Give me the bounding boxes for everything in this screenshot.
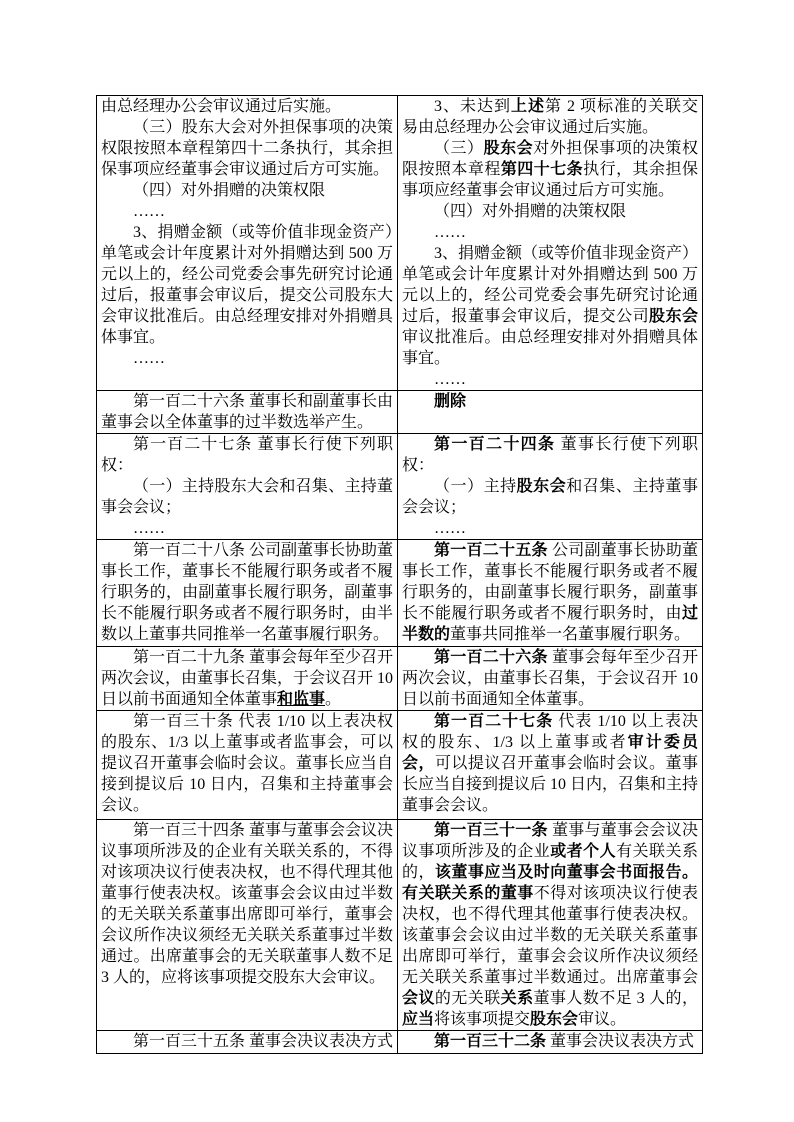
text-run: …… bbox=[133, 203, 165, 220]
comparison-row bbox=[97, 711, 703, 820]
text-run: 对外担保事项的决策权限按照本章程 bbox=[402, 140, 698, 178]
comparison-row bbox=[97, 647, 703, 711]
text-run: …… bbox=[434, 224, 466, 241]
old-text-cell bbox=[97, 391, 398, 434]
text-run: 第一百三十四条 董事与董事会会议决议事项所涉及的企业有关联关系的，不得对该项决议行使表决权，也不得代理其他董事行使表决权。该董事会会议由过半数的无关联关系董事出席即可举行，董事会会议所作决议须经无关联关系董事过半数通过。出席董事会的无关联董事人数不足 3 人的，应将该事项提交股东大会审议。 bbox=[101, 822, 394, 986]
paragraph bbox=[101, 96, 393, 117]
paragraph bbox=[402, 138, 698, 201]
paragraph bbox=[402, 391, 698, 412]
old-text-cell bbox=[97, 96, 398, 391]
text-run: 第一百二十五条 bbox=[434, 542, 548, 559]
old-text-cell bbox=[97, 647, 398, 711]
text-run: 第一百三十二条 bbox=[434, 1033, 547, 1050]
text-run: 会议 bbox=[402, 990, 435, 1007]
paragraph bbox=[101, 348, 393, 369]
text-run: 应当 bbox=[402, 1011, 435, 1028]
text-run: …… bbox=[434, 371, 466, 388]
text-run: 董事人数不足 3 人的， bbox=[533, 990, 698, 1007]
text-run: 第一百二十四条 bbox=[434, 436, 556, 453]
text-run: 董事会决议表决方式 bbox=[546, 1033, 695, 1050]
paragraph bbox=[402, 96, 698, 138]
text-run: 第一百二十八条 公司副董事长协助董事长工作，董事长不能履行职务或者不履行职务的，由副董事长履行职务，副董事长不能履行职务或者不履行职务时，由半数以上董事共同推举一名董事履行职务。 bbox=[101, 542, 394, 643]
text-run: （三）股东大会对外担保事项的决策权限按照本章程第四十二条执行，其余担保事项应经董事会审议通过后方可实施。 bbox=[101, 119, 393, 178]
paragraph bbox=[402, 476, 698, 518]
text-run: 该董事应当及时向董事会书面报告。有关联关系的董事 bbox=[402, 864, 698, 902]
comparison-row bbox=[97, 1031, 703, 1054]
comparison-row bbox=[97, 434, 703, 540]
paragraph bbox=[101, 647, 393, 710]
comparison-row bbox=[97, 391, 703, 434]
paragraph bbox=[101, 117, 393, 180]
text-run: 或者个人 bbox=[550, 843, 617, 860]
text-run: 第一百二十六条 bbox=[434, 649, 548, 666]
old-text-cell bbox=[97, 540, 398, 647]
text-run: （三） bbox=[434, 140, 484, 157]
paragraph bbox=[101, 222, 393, 348]
text-run: 董事共同推举一名董事履行职务。 bbox=[450, 626, 691, 643]
text-run: 第一百二十九条 董事会每年至少召开两次会议，由董事长召集，于会议召开 10 日以前书面通知全体董事 bbox=[101, 649, 394, 708]
text-run: 不得对该项决议行使表决权，也不得代理其他董事行使表决权。该董事会会议由过半数的无关联关系董事出席即可举行，董事会会议所作决议须经无关联关系董事过半数通过。出席董事会 bbox=[402, 885, 698, 986]
paragraph bbox=[101, 180, 393, 201]
paragraph bbox=[101, 820, 393, 988]
comparison-row bbox=[97, 96, 703, 391]
text-run: 第一百二十七条 bbox=[434, 713, 554, 730]
revised-text-cell bbox=[398, 1031, 703, 1054]
text-run: 第一百三十五条 董事会决议表决方式 bbox=[133, 1033, 394, 1050]
text-run: 上述 bbox=[511, 98, 545, 115]
text-run: 由总经理办公会审议通过后实施。 bbox=[101, 98, 342, 115]
revised-text-cell bbox=[398, 820, 703, 1031]
paragraph bbox=[402, 369, 698, 390]
revised-text-cell bbox=[398, 540, 703, 647]
comparison-row bbox=[97, 820, 703, 1031]
text-run: 3、未达到 bbox=[434, 98, 511, 115]
paragraph bbox=[402, 201, 698, 222]
text-run: 和召集、主持董事会会议； bbox=[402, 478, 698, 516]
text-run: …… bbox=[133, 520, 165, 537]
text-run: 公司副董事长协助董事长工作，董事长不能履行职务或者不履行职务的，由副董事长履行职务，副董事长不能履行职务或者不履行职务时，由 bbox=[402, 542, 698, 622]
text-run: 股东会 bbox=[530, 1011, 579, 1028]
revised-text-cell bbox=[398, 96, 703, 391]
text-run: 审议批准后。由总经理安排对外捐赠具体事宜。 bbox=[402, 329, 698, 367]
text-run: 第 2 项标准的关联交易由总经理办公会审议通过后实施。 bbox=[402, 98, 698, 136]
text-run: 审计委员会， bbox=[402, 734, 698, 772]
text-run: 董事与董事会会议决议事项所涉及的企业 bbox=[402, 822, 698, 860]
paragraph bbox=[101, 711, 393, 816]
text-run: 过半数的 bbox=[402, 605, 698, 643]
text-run: （四）对外捐赠的决策权限 bbox=[133, 182, 326, 199]
revised-text-cell bbox=[398, 391, 703, 434]
text-run: 删除 bbox=[434, 393, 467, 410]
old-text-cell bbox=[97, 1031, 398, 1054]
text-run: 关系 bbox=[500, 990, 534, 1007]
text-run: 。 bbox=[325, 691, 342, 708]
comparison-row bbox=[97, 540, 703, 647]
paragraph bbox=[402, 222, 698, 243]
paragraph bbox=[402, 243, 698, 369]
revised-text-cell bbox=[398, 647, 703, 711]
text-run: 第四十七条 bbox=[500, 161, 584, 178]
paragraph bbox=[402, 518, 698, 539]
revised-text-cell bbox=[398, 711, 703, 820]
text-run: 第一百二十七条 董事长行使下列职权： bbox=[101, 436, 393, 474]
paragraph bbox=[101, 476, 393, 518]
text-run: 的无关联 bbox=[434, 990, 501, 1007]
paragraph bbox=[101, 540, 393, 645]
text-run: 可以提议召开董事会临时会议。董事长应当自接到提议后 10 日内，召集和主持董事会会议。 bbox=[402, 755, 699, 814]
text-run: 和监事 bbox=[277, 691, 326, 708]
paragraph bbox=[402, 540, 698, 645]
text-run: 有关联关系的， bbox=[402, 843, 698, 881]
text-run: 第一百二十六条 董事长和副董事长由董事会以全体董事的过半数选举产生。 bbox=[101, 393, 394, 431]
text-run: （四）对外捐赠的决策权限 bbox=[434, 203, 627, 220]
paragraph bbox=[101, 391, 393, 433]
paragraph bbox=[402, 647, 698, 710]
text-run: 代表 1/10 以上表决权的股东、1/3 以上董事或者 bbox=[402, 713, 698, 751]
paragraph bbox=[402, 1031, 698, 1052]
paragraph bbox=[101, 201, 393, 222]
text-run: 第一百三十条 代表 1/10 以上表决权的股东、1/3 以上董事或者监事会，可以提议召开董事会临时会议。董事长应当自接到提议后 10 日内，召集和主持董事会会议。 bbox=[101, 713, 393, 814]
paragraph bbox=[101, 434, 393, 476]
old-text-cell bbox=[97, 434, 398, 540]
text-run: …… bbox=[434, 520, 466, 537]
paragraph bbox=[101, 1031, 393, 1052]
text-run: 执行，其余担保事项应经董事会审议通过后方可实施。 bbox=[402, 161, 698, 199]
text-run: 董事长行使下列职权： bbox=[402, 436, 698, 474]
text-run: 股东会 bbox=[483, 140, 534, 157]
revised-text-cell bbox=[398, 434, 703, 540]
text-run: 将该事项提交 bbox=[434, 1011, 531, 1028]
text-run: 股东会 bbox=[649, 308, 698, 325]
old-text-cell bbox=[97, 820, 398, 1031]
text-run: 审议。 bbox=[578, 1011, 627, 1028]
text-run: 股东会 bbox=[516, 478, 567, 495]
paragraph bbox=[402, 820, 698, 1030]
text-run: …… bbox=[133, 350, 165, 367]
paragraph bbox=[402, 711, 698, 816]
comparison-table-body bbox=[97, 96, 703, 1054]
text-run: 3、捐赠金额（或等价值非现金资产）单笔或会计年度累计对外捐赠达到 500 万元以上的，经公司党委会事先研究讨论通过后，报董事会审议后，提交公司股东大会审议批准后。由总经理安排对外捐赠具体事宜。 bbox=[101, 224, 393, 346]
text-run: （一）主持 bbox=[434, 478, 517, 495]
text-run: 董事会每年至少召开两次会议，由董事长召集，于会议召开 10 日以前书面通知全体董事。 bbox=[402, 649, 698, 708]
text-run: （一）主持股东大会和召集、主持董事会会议； bbox=[101, 478, 393, 516]
paragraph bbox=[101, 518, 393, 539]
old-text-cell bbox=[97, 711, 398, 820]
text-run: 3、捐赠金额（或等价值非现金资产）单笔或会计年度累计对外捐赠达到 500 万元以上的，经公司党委会事先研究讨论通过后，报董事会审议后，提交公司 bbox=[402, 245, 699, 325]
paragraph bbox=[402, 434, 698, 476]
comparison-table bbox=[96, 95, 703, 1054]
text-run: 第一百三十一条 bbox=[434, 822, 548, 839]
